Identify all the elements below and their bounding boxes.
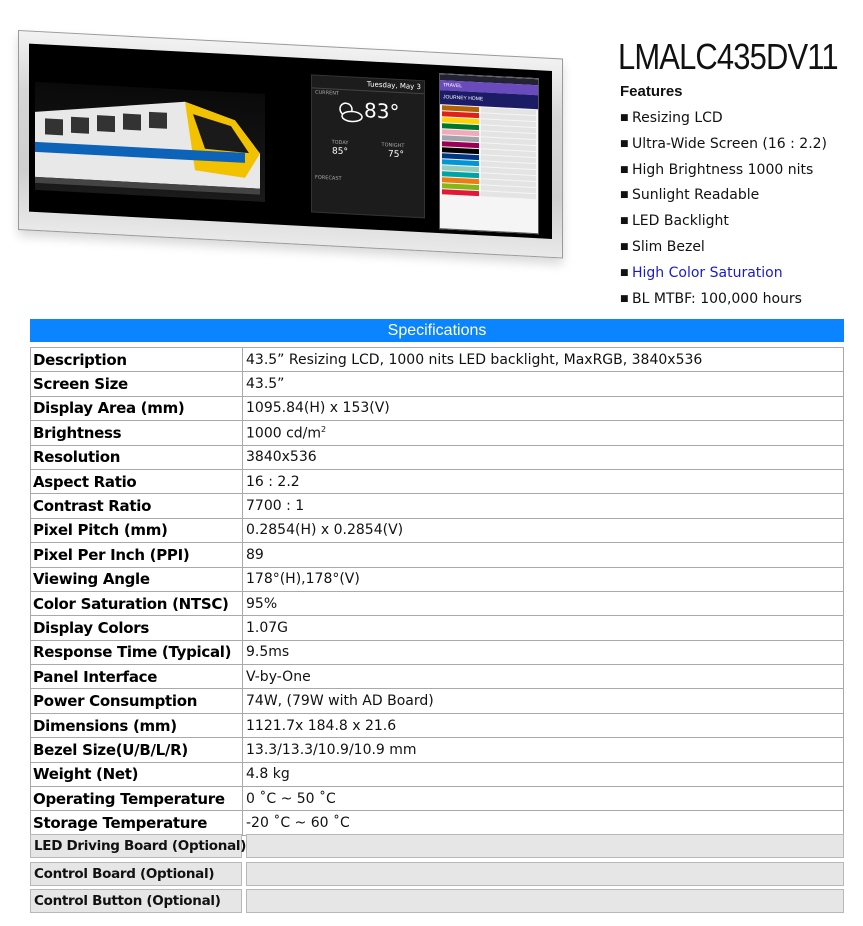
- spec-value: [243, 787, 844, 811]
- spec-row: [31, 640, 844, 664]
- spec-label: Pixel Per Inch (PPI): [31, 543, 243, 567]
- optional-spec-value: [246, 834, 844, 858]
- bullet-icon: ■: [620, 241, 629, 252]
- optional-spec-row: [30, 834, 844, 858]
- spec-value: [243, 665, 844, 689]
- spec-value: [243, 543, 844, 567]
- spec-value-text: 16 : 2.2: [246, 473, 300, 490]
- spec-value-text: 0.2854(H) x 0.2854(V): [246, 522, 404, 539]
- transit-header: TRAVEL: [440, 80, 538, 95]
- feature-text: LED Backlight: [632, 213, 729, 230]
- product-image: [18, 30, 563, 230]
- spec-row: [31, 421, 844, 445]
- spec-value: [243, 469, 844, 493]
- weather-forecast-label: FORECAST: [315, 174, 342, 182]
- spec-value: [243, 396, 844, 420]
- feature-item: [620, 108, 827, 134]
- spec-value-text: 4.8 kg: [246, 766, 290, 783]
- spec-row: [31, 469, 844, 493]
- optional-spec-label: Control Board (Optional): [30, 862, 242, 886]
- spec-label: Brightness: [31, 421, 243, 445]
- spec-row: [31, 348, 844, 372]
- spec-value-text: 9.5ms: [246, 644, 290, 661]
- optional-spec-label: Control Button (Optional): [30, 889, 242, 913]
- spec-value-text: 43.5”: [246, 376, 285, 393]
- sun-cloud-icon: [334, 99, 364, 125]
- specifications-heading: Specifications: [30, 319, 844, 342]
- spec-label: Display Colors: [31, 616, 243, 640]
- feature-item: [620, 263, 827, 289]
- spec-value: [243, 811, 844, 835]
- optional-spec-row: [30, 889, 844, 913]
- spec-value: [243, 494, 844, 518]
- bullet-icon: ■: [620, 164, 629, 175]
- transit-subheader: JOURNEY HOME: [440, 90, 538, 109]
- spec-value: [243, 372, 844, 396]
- spec-row: [31, 762, 844, 786]
- spec-label: Aspect Ratio: [31, 469, 243, 493]
- spec-value-text: 1095.84(H) x 153(V): [246, 400, 390, 417]
- spec-label: Response Time (Typical): [31, 640, 243, 664]
- bullet-icon: ■: [620, 113, 629, 123]
- spec-value-text: 1121.7x 184.8 x 21.6: [246, 717, 397, 734]
- spec-label: Screen Size: [31, 372, 243, 396]
- feature-text: Sunlight Readable: [632, 187, 760, 204]
- spec-value-text: 89: [246, 546, 264, 563]
- weather-current-label: CURRENT: [315, 89, 340, 97]
- bullet-icon: ■: [620, 293, 629, 304]
- display-screen: [29, 44, 552, 239]
- bullet-icon: ■: [620, 267, 629, 278]
- specifications-table: [30, 347, 844, 836]
- weather-tonight-temp: 75: [388, 149, 400, 160]
- feature-text: BL MTBF: 100,000 hours: [632, 290, 802, 307]
- spec-value-text: 74W, (79W with AD Board): [246, 693, 434, 710]
- feature-text: High Brightness 1000 nits: [632, 161, 814, 178]
- spec-row: [31, 372, 844, 396]
- spec-value: [243, 567, 844, 591]
- spec-value: [243, 518, 844, 542]
- spec-row: [31, 396, 844, 420]
- train-image: [35, 82, 265, 202]
- spec-label: Resolution: [31, 445, 243, 469]
- feature-item: [620, 134, 827, 160]
- spec-row: [31, 518, 844, 542]
- optional-spec-label: LED Driving Board (Optional): [30, 834, 242, 858]
- spec-value-text: 13.3/13.3/10.9/10.9 mm: [246, 741, 417, 758]
- spec-value: [243, 616, 844, 640]
- spec-value-superscript: 2: [321, 424, 327, 434]
- spec-value: [243, 762, 844, 786]
- spec-label: Description: [31, 348, 243, 372]
- weather-today-label: TODAY: [331, 139, 349, 147]
- spec-label: Contrast Ratio: [31, 494, 243, 518]
- transit-widget: [439, 73, 539, 234]
- spec-value: [243, 713, 844, 737]
- bullet-icon: ■: [620, 190, 629, 201]
- weather-widget: Tuesday, May 3 CURRENT 83° TODAY TONIGHT 85° 75° FORECAST: [311, 74, 425, 218]
- spec-label: Display Area (mm): [31, 396, 243, 420]
- bullet-icon: ■: [620, 138, 629, 149]
- feature-item: [620, 185, 827, 211]
- features-heading: Features: [620, 83, 683, 100]
- spec-row: [31, 616, 844, 640]
- spec-label: Storage Temperature: [31, 811, 243, 835]
- feature-text: High Color Saturation: [632, 264, 783, 281]
- spec-label: Panel Interface: [31, 665, 243, 689]
- spec-row: [31, 738, 844, 762]
- display-bezel: [18, 30, 563, 259]
- model-title: LMALC435DV11: [618, 36, 838, 77]
- spec-value-text: 7700 : 1: [246, 498, 305, 515]
- bullet-icon: ■: [620, 216, 629, 227]
- spec-row: [31, 713, 844, 737]
- spec-value-text: 43.5” Resizing LCD, 1000 nits LED backlight, MaxRGB, 3840x536: [246, 351, 703, 368]
- spec-value-text: 3840x536: [246, 449, 317, 466]
- spec-row: [31, 787, 844, 811]
- spec-label: Power Consumption: [31, 689, 243, 713]
- spec-label: Operating Temperature: [31, 787, 243, 811]
- features-list: [620, 108, 827, 314]
- spec-row: [31, 811, 844, 835]
- spec-value-text: 178°(H),178°(V): [246, 571, 360, 588]
- spec-row: [31, 494, 844, 518]
- spec-row: [31, 445, 844, 469]
- weather-tonight-label: TONIGHT: [381, 142, 405, 150]
- weather-temp: 83: [364, 98, 390, 124]
- optional-spec-value: [246, 889, 844, 913]
- spec-value-text: 1000 cd/m: [246, 425, 322, 442]
- spec-value: [243, 591, 844, 615]
- spec-label: Viewing Angle: [31, 567, 243, 591]
- feature-text: Slim Bezel: [632, 238, 705, 255]
- spec-value-text: V-by-One: [246, 668, 311, 685]
- feature-item: [620, 289, 827, 315]
- spec-label: Bezel Size(U/B/L/R): [31, 738, 243, 762]
- spec-label: Weight (Net): [31, 762, 243, 786]
- optional-spec-value: [246, 862, 844, 886]
- spec-value-text: 95%: [246, 595, 278, 612]
- spec-row: [31, 543, 844, 567]
- spec-label: Pixel Pitch (mm): [31, 518, 243, 542]
- feature-item: [620, 160, 827, 186]
- spec-label: Color Saturation (NTSC): [31, 591, 243, 615]
- feature-item: [620, 237, 827, 263]
- spec-label: Dimensions (mm): [31, 713, 243, 737]
- spec-value: [243, 738, 844, 762]
- spec-row: [31, 591, 844, 615]
- spec-row: [31, 689, 844, 713]
- spec-row: [31, 567, 844, 591]
- feature-item: [620, 211, 827, 237]
- spec-value: [243, 640, 844, 664]
- spec-value: [243, 689, 844, 713]
- spec-value: [243, 445, 844, 469]
- spec-value-text: -20 ˚C ~ 60 ˚C: [246, 815, 350, 832]
- optional-spec-row: [30, 862, 844, 886]
- train-illustration: [35, 82, 265, 202]
- spec-value-text: 0 ˚C ~ 50 ˚C: [246, 790, 336, 807]
- weather-today-temp: 85: [332, 146, 344, 158]
- spec-row: [31, 665, 844, 689]
- spec-value: [243, 348, 844, 372]
- weather-date: Tuesday, May 3: [366, 80, 421, 92]
- feature-text: Ultra-Wide Screen (16 : 2.2): [632, 135, 828, 152]
- feature-text: Resizing LCD: [632, 110, 723, 126]
- spec-value-text: 1.07G: [246, 619, 289, 636]
- spec-value: [243, 421, 844, 445]
